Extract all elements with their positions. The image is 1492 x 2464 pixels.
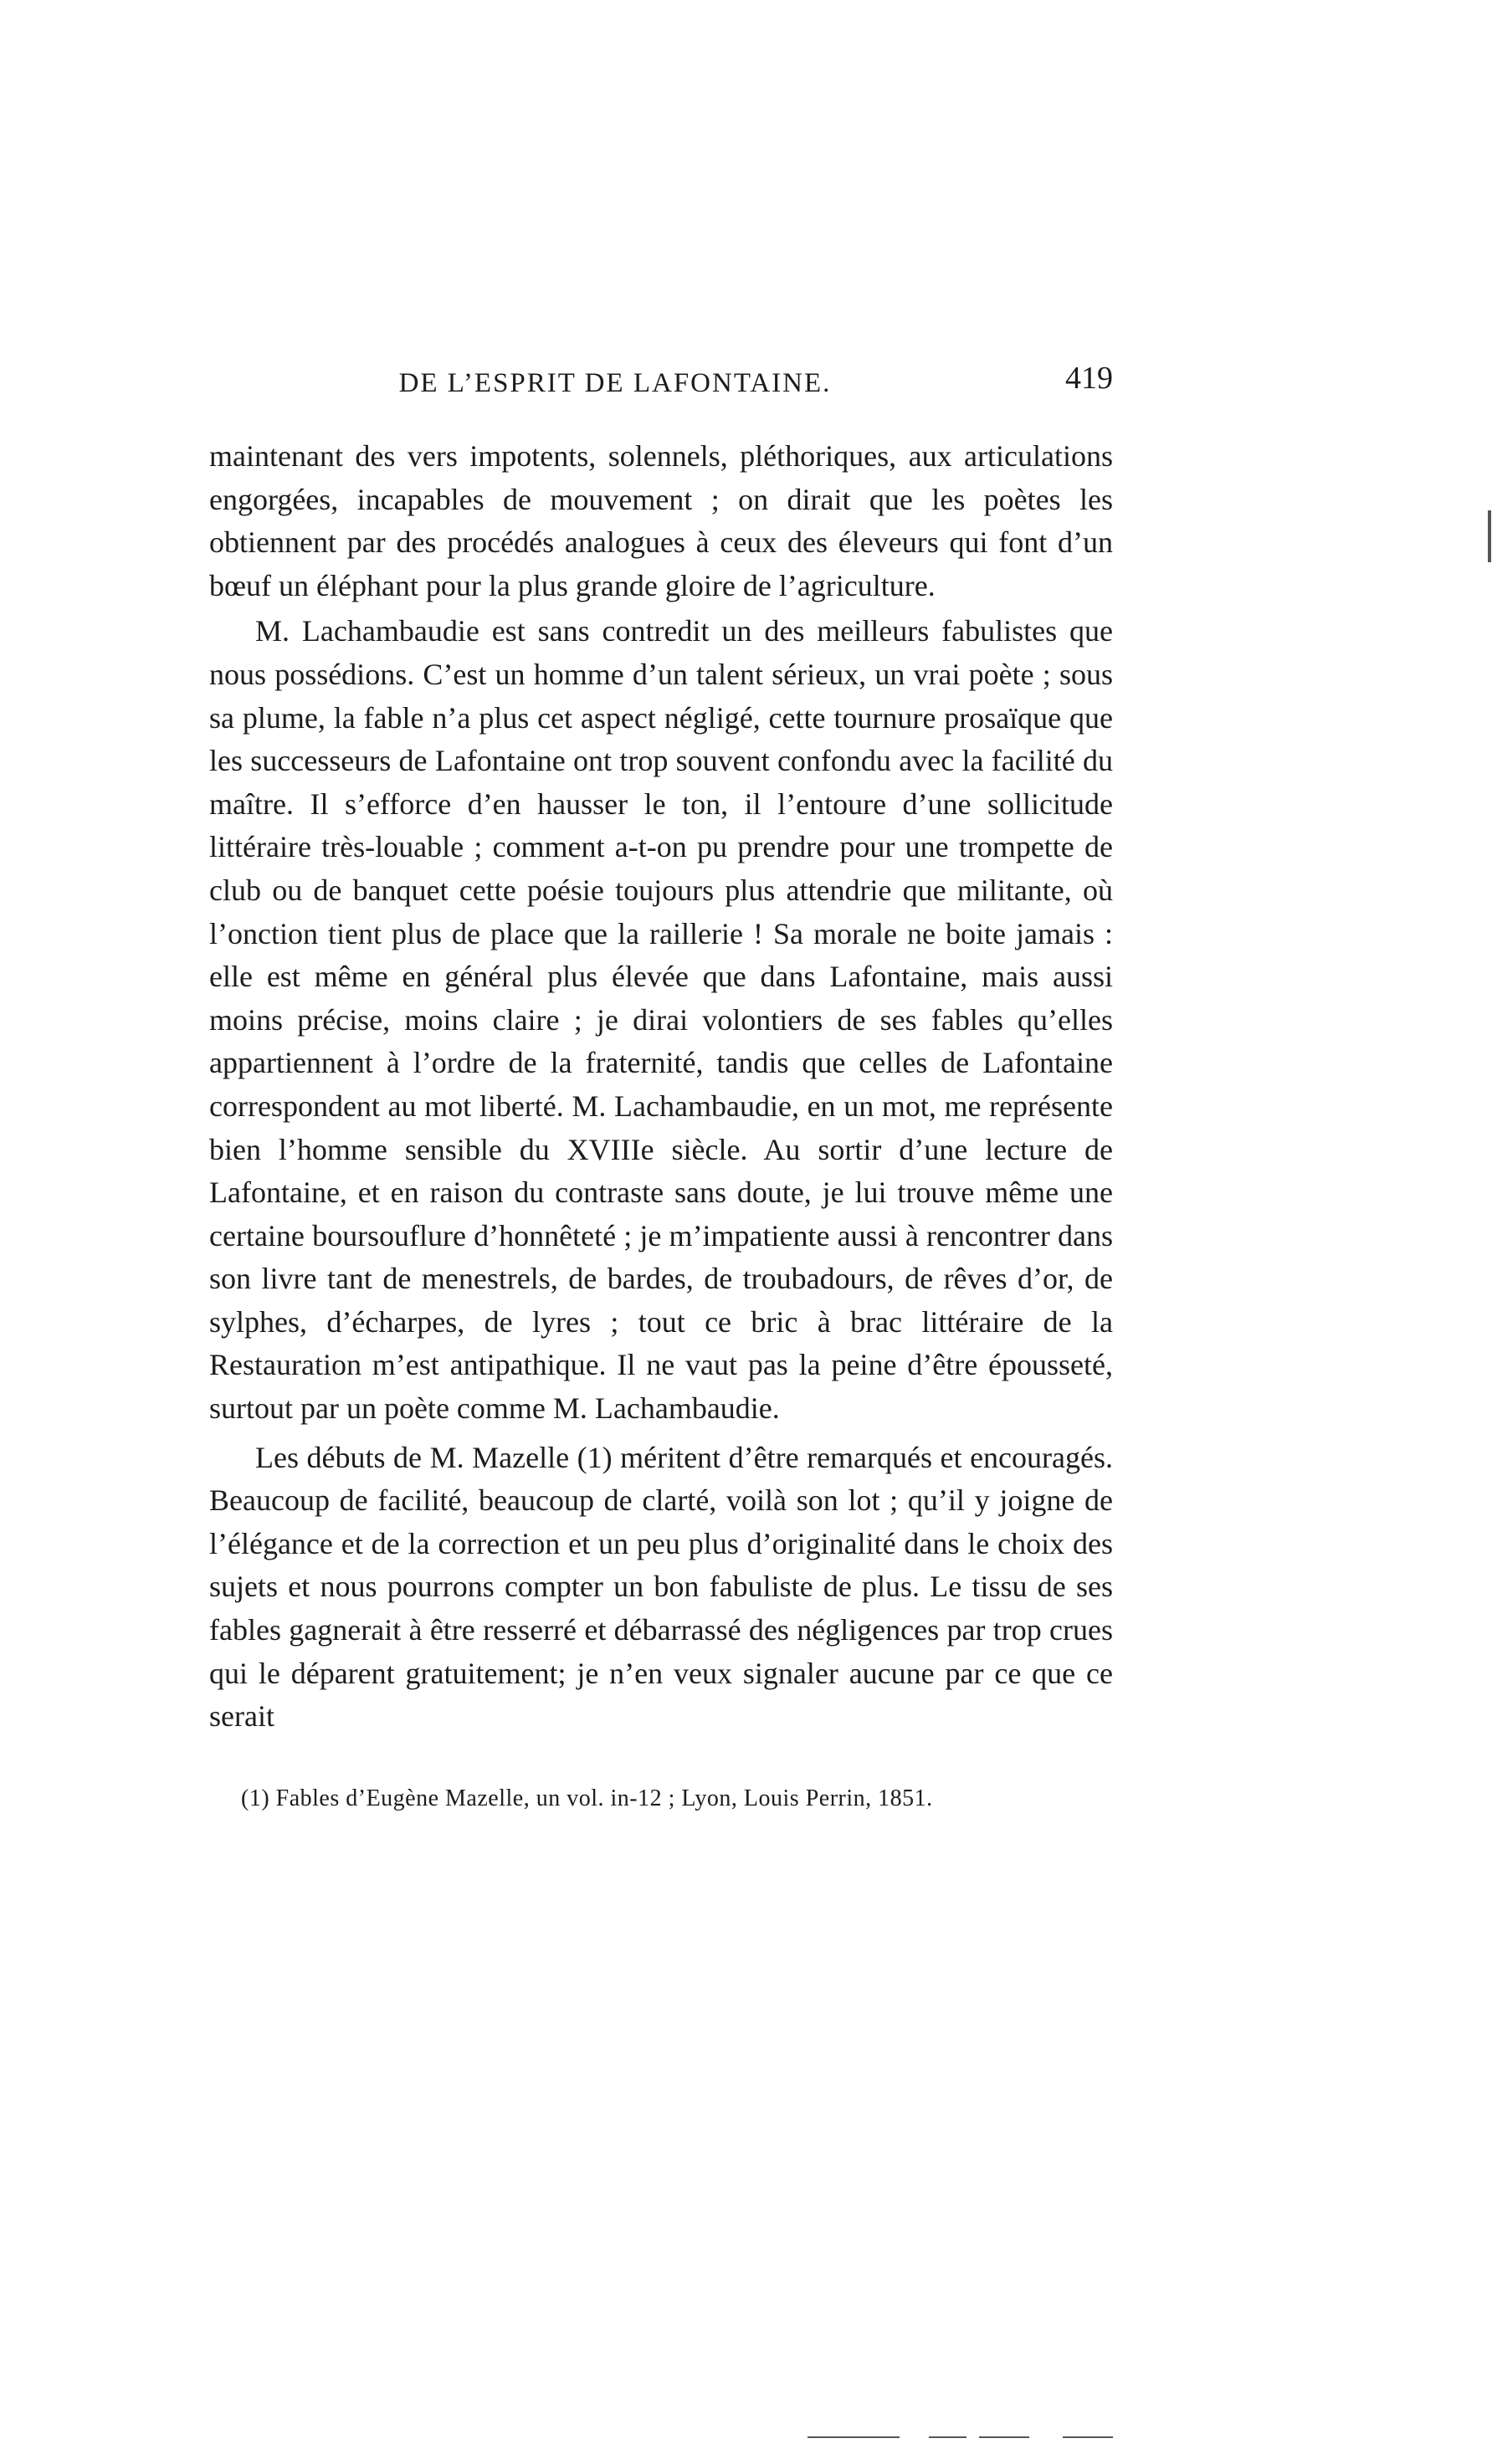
scan-mark-bottom-line [979, 2436, 1029, 2438]
body-text [209, 435, 1113, 1739]
paragraph-continued: maintenant des vers impotents, solennels, pléthoriques, aux articulations engorgées, incapables de mouvement ; on dirait que les poètes les obtiennent par des procédés analogues à ceux des éleveurs qui font d’un bœuf un éléphant pour la plus grande gloire de l’agriculture. [209, 439, 1113, 602]
page-number: 419 [1065, 361, 1113, 396]
book-page [209, 360, 1113, 1816]
running-head [209, 360, 1113, 402]
paragraph-mazelle: Les débuts de M. Mazelle (1) méritent d’être remarqués et encouragés. Beaucoup de facilité, beaucoup de clarté, voilà son lot ; qu’il y joigne de l’élégance et de la correction et un peu plus d’originalité dans le choix des sujets et nous pourrons compter un bon fabuliste de plus. Le tissu de ses fables gagnerait à être resserré et débarrassé des négligences par trop crues qui le déparent gratuitement; je n’en veux signaler aucune par ce que ce serait [209, 1440, 1113, 1734]
scan-mark-bottom-line [808, 2436, 900, 2438]
footnote: (1) Fables d’Eugène Mazelle, un vol. in-12 ; Lyon, Louis Perrin, 1851. [241, 1785, 933, 1811]
paragraph-lachambaudie: M. Lachambaudie est sans contredit un des meilleurs fabulistes que nous possédions. C’est un homme d’un talent sérieux, un vrai poète ; sous sa plume, la fable n’a plus cet aspect négligé, cette tournure prosaïque que les successeurs de Lafontaine ont trop souvent confondu avec la facilité du maître. Il s’efforce d’en hausser le ton, il l’entoure d’une sollicitude littéraire très-louable ; comment a-t-on pu prendre pour une trompette de club ou de banquet cette poésie toujours plus attendrie que militante, où l’onction tient plus de place que la raillerie ! Sa morale ne boite jamais : elle est même en général plus élevée que dans Lafontaine, mais aussi moins précise, moins claire ; je dirai volontiers de ses fables qu’elles appartiennent à l’ordre de la fraternité, tandis que celles de Lafontaine correspondent au mot liberté. M. Lachambaudie, en un mot, me représente bien l’homme sensible du XVIIIe siècle. Au sortir d’une lecture de Lafontaine, et en raison du contraste sans doute, je lui trouve même une certaine boursouflure d’honnêteté ; je m’impatiente aussi à rencontrer dans son livre tant de menestrels, de bardes, de troubadours, de rêves d’or, de sylphes, d’écharpes, de lyres ; tout ce bric à brac littéraire de la Restauration m’est antipathique. Il ne vaut pas la peine d’être épousseté, surtout par un poète comme M. Lachambaudie. [209, 614, 1113, 1426]
scan-mark-bottom-line [1063, 2436, 1113, 2438]
scan-mark-bottom-line [929, 2436, 966, 2438]
scan-mark-right-edge [1488, 510, 1491, 562]
running-title: DE L’ESPRIT DE LAFONTAINE. [398, 368, 832, 398]
